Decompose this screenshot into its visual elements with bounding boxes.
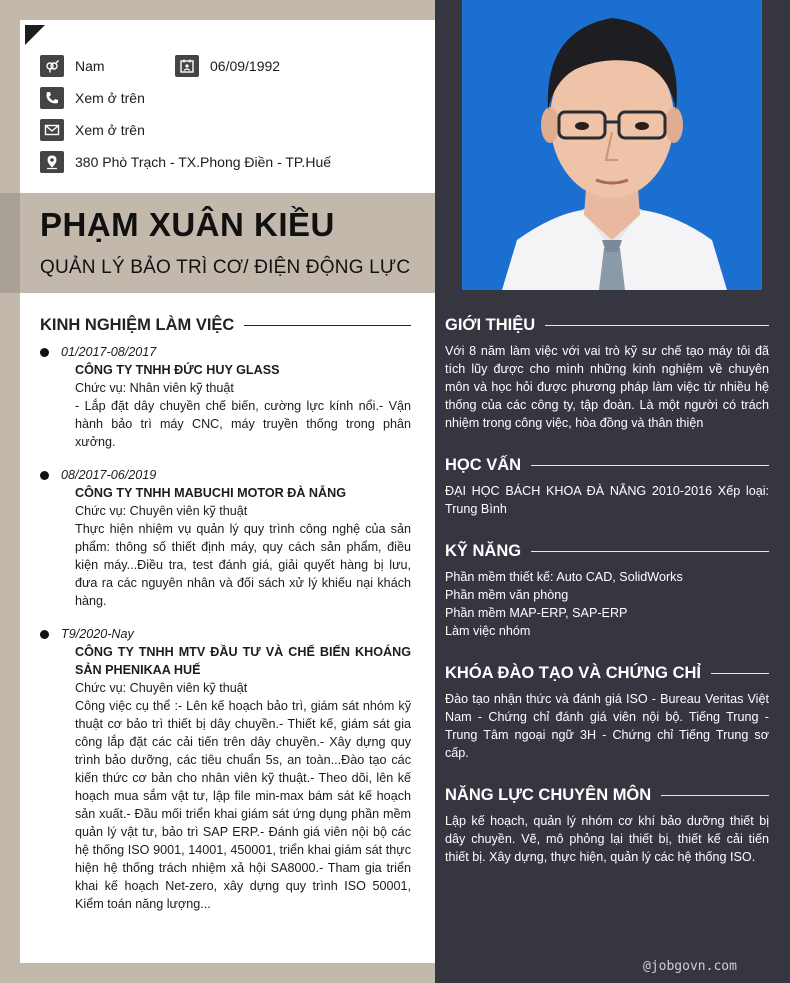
location-icon — [40, 151, 64, 173]
phone-icon — [40, 87, 64, 109]
phone-value: Xem ở trên — [75, 90, 145, 106]
contact-dob — [175, 55, 280, 77]
calendar-icon — [175, 55, 199, 77]
portrait-illustration — [462, 0, 762, 290]
experience-period: T9/2020-Nay — [61, 627, 134, 641]
intro-heading: GIỚI THIỆU — [445, 316, 769, 335]
training-text: Đào tạo nhận thức và đánh giá ISO - Bureau Veritas Việt Nam - Chứng chỉ đánh giá viên nội bộ. Tiếng Trung - Trung Tâm ngoại ngữ 3H - Chứng chỉ Tiếng Trung sơ cấp. — [445, 692, 769, 760]
name-band-accent — [0, 193, 20, 293]
experience-period: 08/2017-06/2019 — [61, 468, 157, 482]
competency-text: Lập kế hoạch, quản lý nhóm cơ khí bảo dưỡng thiết bị dây chuyền. Vẽ, mô phỏng lại thiết bị, thiết kế cải tiến thiết bị. Xây dựng, thực hiện, quản lý các hệ thống ISO. — [445, 814, 769, 864]
address-value: 380 Phò Trạch - TX.Phong Điền - TP.Huế — [75, 154, 332, 170]
experience-description: - Lắp đặt dây chuyền chế biến, cường lực kính nổi.- Vận hành bảo trì máy CNC, máy truyền thống trong phân xưởng. — [75, 399, 411, 449]
profile-photo — [462, 0, 762, 290]
contact-address — [40, 151, 331, 173]
contact-email — [40, 119, 145, 141]
experience-item — [40, 625, 411, 913]
job-title: QUẢN LÝ BẢO TRÌ CƠ/ ĐIỆN ĐỘNG LỰC — [40, 257, 411, 278]
skills-list — [445, 568, 769, 640]
watermark: @jobgovn.com — [643, 959, 737, 974]
skill-item: Phần mềm MAP-ERP, SAP-ERP — [445, 606, 628, 620]
bullet-icon — [40, 630, 49, 639]
experience-role: Chức vụ: Chuyên viên kỹ thuật — [75, 681, 248, 695]
contact-gender — [40, 55, 105, 77]
education-heading: HỌC VẤN — [445, 456, 769, 475]
competency-heading: NĂNG LỰC CHUYÊN MÔN — [445, 786, 769, 805]
gender-icon — [40, 55, 64, 77]
email-value: Xem ở trên — [75, 122, 145, 138]
full-name: PHẠM XUÂN KIỀU — [40, 206, 335, 243]
experience-description: Thực hiện nhiệm vụ quản lý quy trình công nghệ của sản phẩm: thông số thiết định máy, quy cách sản phẩm, điều kiện máy...Điều tra, test đánh giá, giải quyết hàng bị lưu, đưa ra các nguyên nhân và đối sách xử lý khiếu nại khách hàng. — [75, 522, 411, 608]
email-icon — [40, 119, 64, 141]
experience-heading: KINH NGHIỆM LÀM VIỆC — [40, 316, 411, 335]
bullet-icon — [40, 471, 49, 480]
experience-item — [40, 343, 411, 451]
experience-company: CÔNG TY TNHH MABUCHI MOTOR ĐÀ NẴNG — [75, 486, 346, 500]
education-text: ĐẠI HỌC BÁCH KHOA ĐÀ NẴNG 2010-2016 Xếp loại: Trung Bình — [445, 484, 769, 516]
bullet-icon — [40, 348, 49, 357]
experience-item — [40, 466, 411, 610]
experience-company: CÔNG TY TNHH ĐỨC HUY GLASS — [75, 363, 280, 377]
experience-period: 01/2017-08/2017 — [61, 345, 157, 359]
experience-role: Chức vụ: Nhân viên kỹ thuật — [75, 381, 234, 395]
corner-decoration — [25, 25, 45, 45]
skill-item: Phần mềm văn phòng — [445, 588, 569, 602]
skill-item: Phần mềm thiết kế: Auto CAD, SolidWorks — [445, 570, 683, 584]
contact-phone — [40, 87, 145, 109]
experience-description: Công việc cụ thể :- Lên kế hoạch bảo trì, giám sát nhóm kỹ thuật cơ bảo trì thiết bị dây chuyền.- Thiết kế, giám sát gia công lắp đặt các cải tiến trên dây chuyền.- Xây dựng quy trình bảo dưỡng, các tiêu chuẩn 5s, an toàn...Đào tạo các kiến thức cơ bản cho nhân viên kỹ thuật.- Theo dõi, lên kế hoạch mua sắm vật tư, lập file min-max bám sát kế hoạch sản xuất.- Đầu mối triển khai giám sát ứng dụng phần mềm quản lý vật tư, bảo trì SAP ERP.- Đánh giá viên nội bộ các hệ thống ISO 9001, 14001, 450001, triển khai giám sát thực hiện hệ thống trách nhiệm xả hội SA8000.- Tham gia triển khai kế hoạch Net-zero, xây dựng quy trình ISO 50001, Kiểm toán năng lượng... — [75, 699, 411, 911]
training-heading: KHÓA ĐÀO TẠO VÀ CHỨNG CHỈ — [445, 664, 769, 683]
gender-value: Nam — [75, 58, 105, 74]
intro-text: Với 8 năm làm việc với vai trò kỹ sư chế tạo máy tôi đã tích lũy được cho mình những kinh nghiệm về chuyên môn và học hỏi được phương pháp làm việc từ nhiều hệ thống của các công ty, tập đoàn. Là một người có trách nhiệm trong công việc, hòa đồng và thân thiện — [445, 344, 769, 430]
experience-company: CÔNG TY TNHH MTV ĐẦU TƯ VÀ CHẾ BIẾN KHOÁNG SẢN PHENIKAA HUẾ — [75, 645, 411, 677]
experience-role: Chức vụ: Chuyên viên kỹ thuật — [75, 504, 248, 518]
dob-value: 06/09/1992 — [210, 58, 281, 74]
skills-heading: KỸ NĂNG — [445, 542, 769, 561]
skill-item: Làm việc nhóm — [445, 624, 531, 638]
